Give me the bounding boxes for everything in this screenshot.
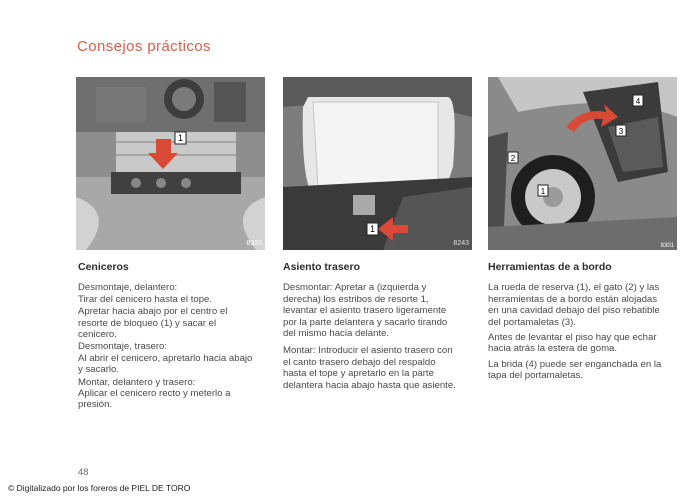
section-paragraph: Al abrir el cenicero, apretarlo hacia abajo y sacarlo. <box>78 352 253 376</box>
ashtray-photo <box>76 77 265 250</box>
figure-code: 8243 <box>453 240 469 247</box>
section-paragraph: La brida (4) puede ser enganchada en la tapa del portamaletas. <box>488 358 662 382</box>
figure-code: 8301 <box>660 243 674 249</box>
rear-seat-photo <box>283 77 472 250</box>
figure-callout: 2 <box>510 154 516 163</box>
figure-callout: 4 <box>635 97 641 106</box>
section-heading: Herramientas de a bordo <box>488 261 612 273</box>
trunk-tools-photo <box>488 77 677 250</box>
section-paragraph: Desmontaje, trasero: <box>78 341 168 353</box>
figure-callout: 1 <box>540 187 546 196</box>
figure-code: 8333 <box>246 240 262 247</box>
figure-callout: 1 <box>369 224 376 234</box>
page-number: 48 <box>78 467 89 478</box>
section-rear-seat <box>283 262 461 391</box>
section-paragraph: Montar, delantero y trasero: <box>78 376 196 388</box>
section-tools <box>488 262 666 382</box>
section-paragraph: Desmontaje, delantero: <box>78 282 178 294</box>
figure-callout: 3 <box>618 127 624 136</box>
section-heading: Ceniceros <box>78 261 129 273</box>
section-paragraph: Montar: Introducir el asiento trasero con el canto trasero debajo del respaldo hasta el tope y apretarlo en la parte delantera hacia abajo hasta que asiente. <box>283 345 456 391</box>
figure-callout: 1 <box>177 133 184 143</box>
section-paragraph: Desmontar: Apretar a (izquierda y derecha) los estribos de resorte 1, levantar el asiento trasero ligeramente por la parte delantera y sacarlo tirando del mismo hacia delante. <box>283 282 448 340</box>
section-heading: Asiento trasero <box>283 261 361 273</box>
section-paragraph: Apretar hacia abajo por el centro el resorte de bloqueo (1) y sacar el cenicero. <box>78 306 228 341</box>
page-title: Consejos prácticos <box>77 38 211 55</box>
section-paragraph: Aplicar el cenicero recto y meterlo a presión. <box>78 388 231 411</box>
section-paragraph: La rueda de reserva (1), el gato (2) y las herramientas de a bordo están alojadas en una cavidad debajo del piso rebatible del portamaletas (3). <box>488 282 660 328</box>
section-paragraph: Antes de levantar el piso hay que echar hacia atrás la estera de goma. <box>488 332 657 355</box>
section-paragraph: Tirar del cenicero hasta el tope. <box>78 293 213 305</box>
section-ashtrays <box>78 262 256 411</box>
credit-footer: © Digitalizado por los foreros de PIEL DE TORO <box>8 483 191 493</box>
